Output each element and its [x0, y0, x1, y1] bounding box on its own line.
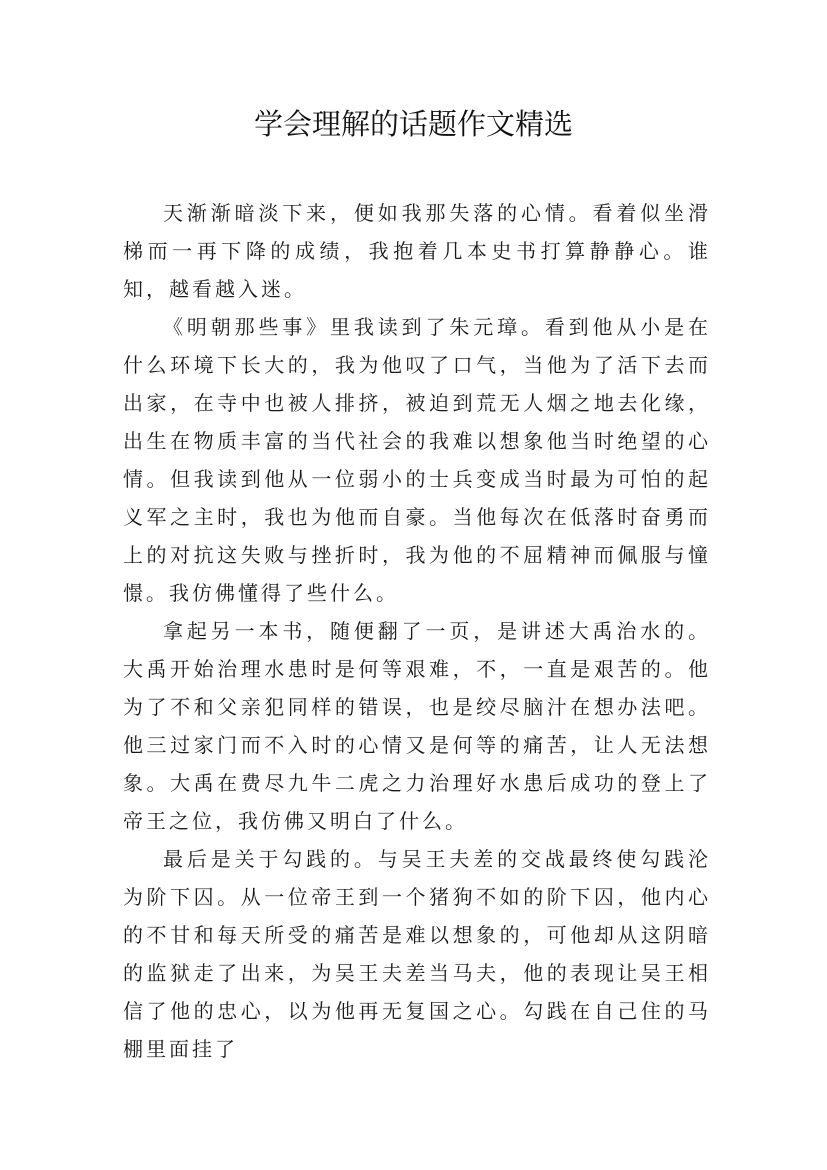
- paragraph-zhu-yuanzhang: 《明朝那些事》里我读到了朱元璋。看到他从小是在什么环境下长大的，我为他叹了口气，当他为了活下去而出家，在寺中也被人排挤，被迫到荒无人烟之地去化缘，出生在物质丰富的当代社会的我难以想象他当时绝望的心情。但我读到他从一位弱小的士兵变成当时最为可怕的起义军之主时，我也为他而自豪。当他每次在低落时奋勇而上的对抗这失败与挫折时，我为他的不屈精神而佩服与憧憬。我仿佛懂得了些什么。: [123, 315, 711, 605]
- paragraph-dusk: 天渐渐暗淡下来，便如我那失落的心情。看着似坐滑梯而一再下降的成绩，我抱着几本史书打算静静心。谁知，越看越入迷。: [123, 201, 711, 301]
- paragraph-gou-jian: 最后是关于勾践的。与吴王夫差的交战最终使勾践沦为阶下囚。从一位帝王到一个猪狗不如的阶下囚，他内心的不甘和每天所受的痛苦是难以想象的，可他却从这阴暗的监狱走了出来，为吴王夫差当马夫，他的表现让吴王相信了他的忠心，以为他再无复国之心。勾践在自己住的马棚里面挂了: [123, 847, 711, 1061]
- document-body: [123, 194, 711, 1068]
- paragraph-da-yu: 拿起另一本书，随便翻了一页，是讲述大禹治水的。大禹开始治理水患时是何等艰难，不，一直是艰苦的。他为了不和父亲犯同样的错误，也是绞尽脑汁在想办法吧。他三过家门而不入时的心情又是何等的痛苦，让人无法想象。大禹在费尽九牛二虎之力治理好水患后成功的登上了帝王之位，我仿佛又明白了什么。: [123, 619, 711, 833]
- document-title: 学会理解的话题作文精选: [253, 107, 573, 141]
